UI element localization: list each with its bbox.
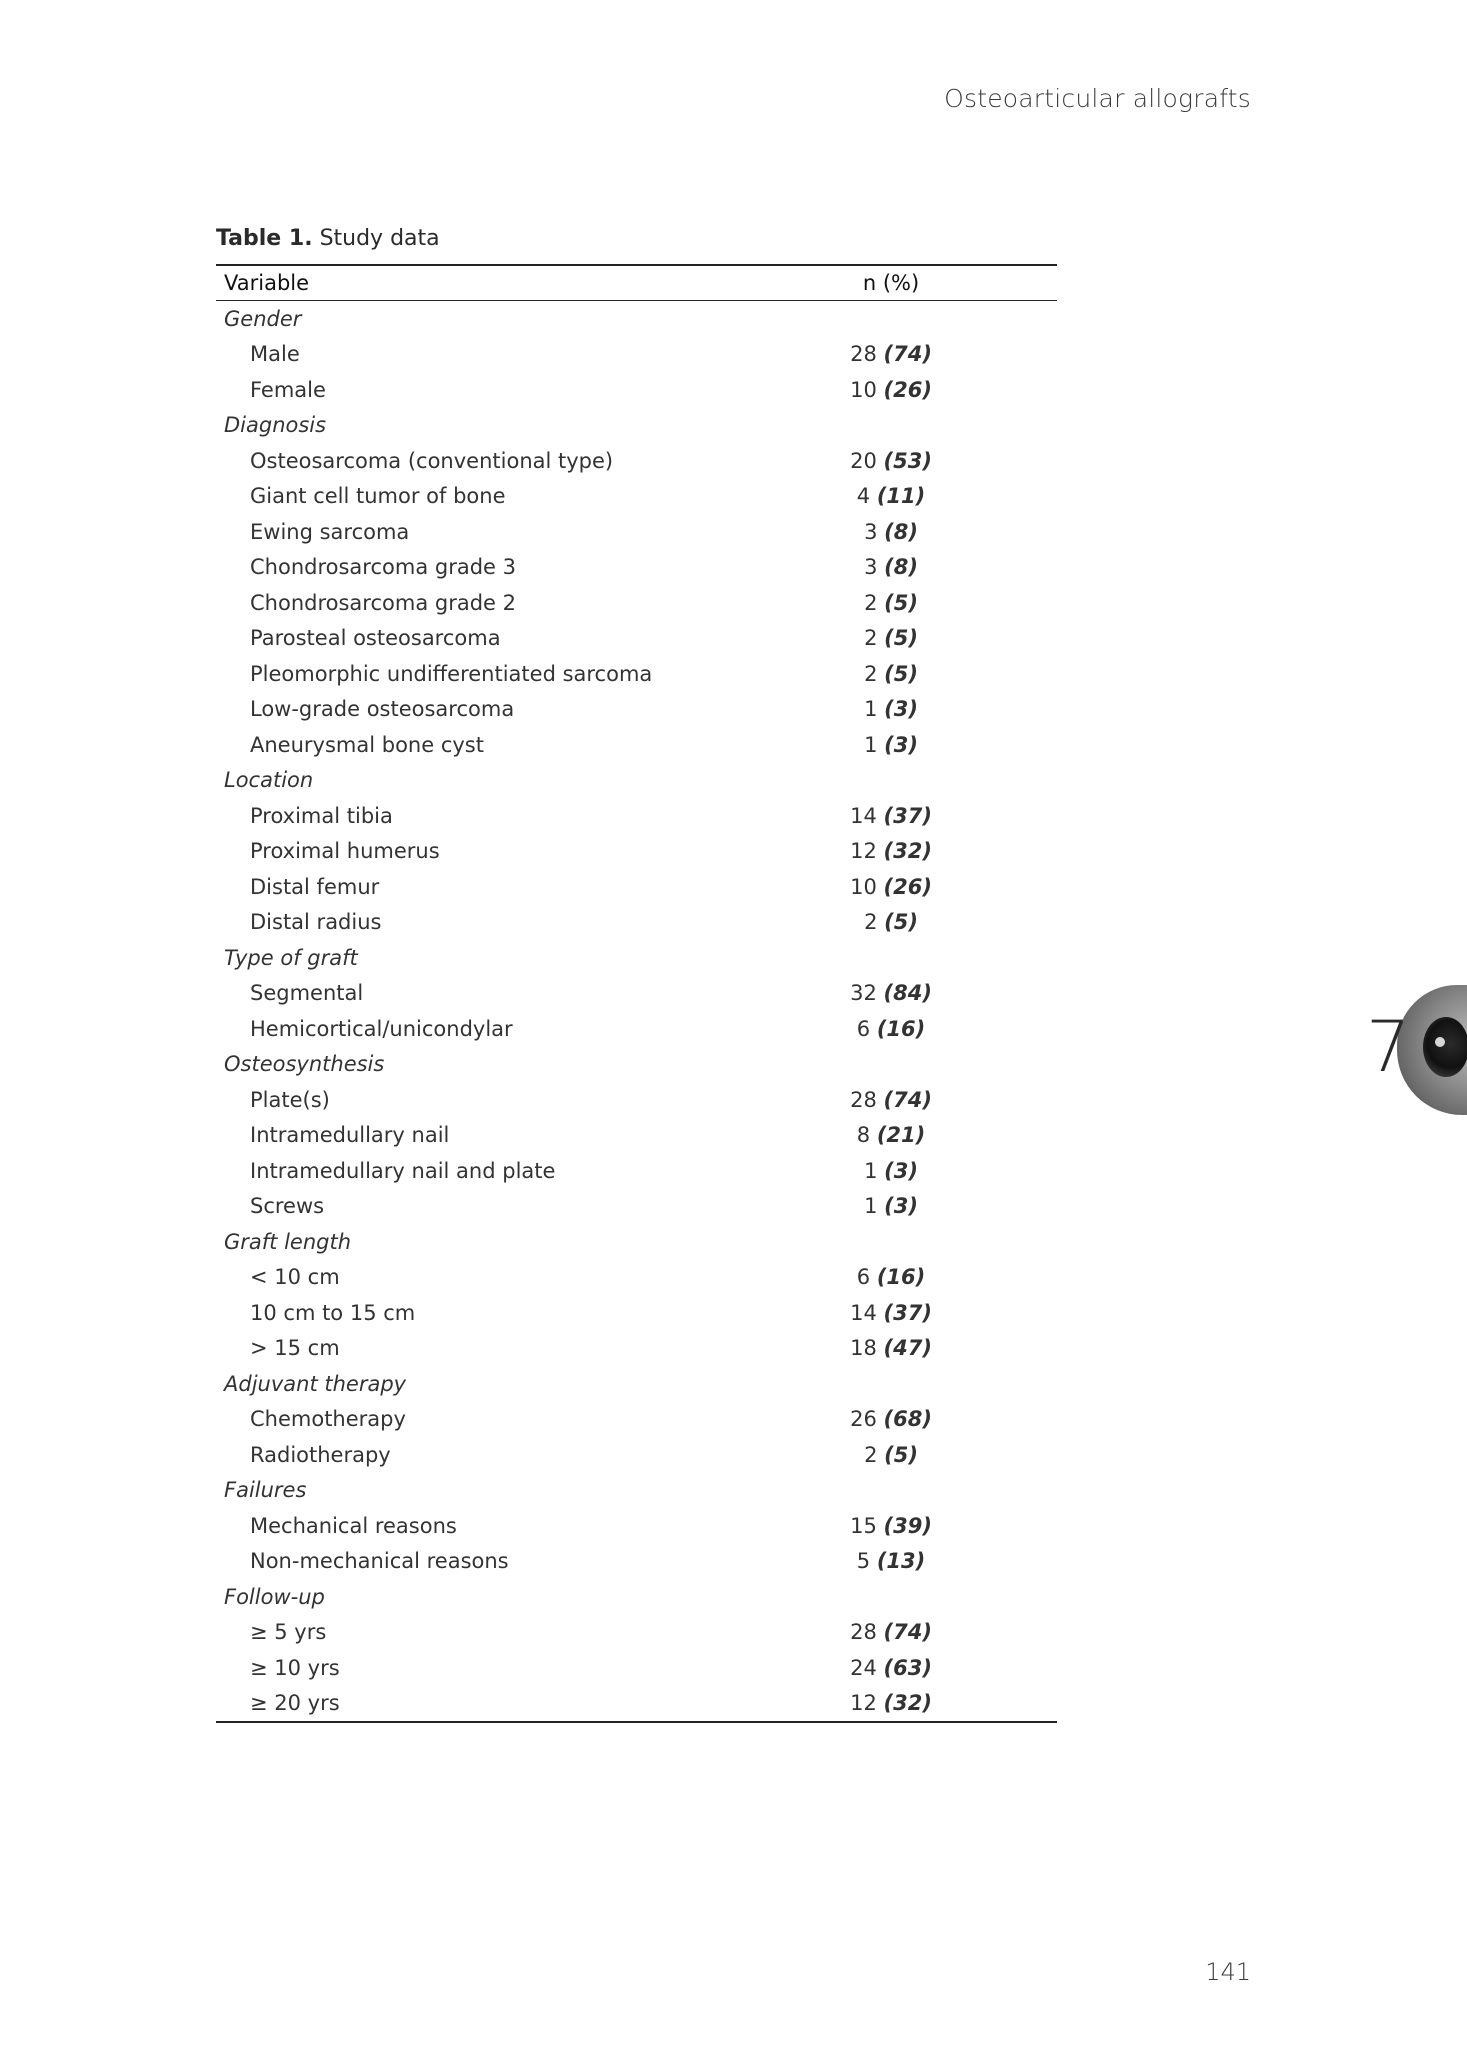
table-group-row (216, 1366, 1057, 1402)
value-cell (816, 1118, 1057, 1154)
percent-value: (84) (883, 981, 932, 1006)
table-row (216, 585, 1057, 621)
count-value: 8 (856, 1123, 871, 1148)
percent-value: (5) (884, 1442, 918, 1467)
table-row (216, 479, 1057, 515)
value-count-percent (816, 1549, 966, 1573)
percent-value: (63) (883, 1655, 932, 1680)
value-cell (816, 905, 1057, 941)
value-count-percent (816, 378, 966, 402)
value-cell (816, 1331, 1057, 1367)
group-label: Diagnosis (224, 413, 327, 438)
percent-value: (11) (876, 484, 926, 509)
variable-label: Osteosarcoma (conventional type) (250, 448, 614, 473)
table-row (216, 1153, 1057, 1189)
count-value: 3 (864, 519, 878, 544)
count-value: 15 (850, 1513, 877, 1538)
value-count-percent (816, 839, 966, 863)
value-count-percent (816, 1123, 966, 1147)
percent-value: (3) (884, 1158, 918, 1183)
count-value: 12 (850, 839, 877, 864)
study-data-table (216, 264, 1057, 1723)
variable-label: Male (250, 342, 300, 367)
variable-label: Chondrosarcoma grade 3 (250, 555, 516, 580)
value-cell (816, 1224, 1057, 1260)
value-cell (816, 1579, 1057, 1615)
group-label: Adjuvant therapy (224, 1371, 407, 1396)
variable-label: Distal femur (250, 874, 380, 899)
count-value: 1 (864, 1194, 878, 1219)
value-cell (816, 692, 1057, 728)
table-group-row (216, 763, 1057, 799)
value-count-percent (816, 1159, 966, 1183)
variable-label: Chondrosarcoma grade 2 (250, 590, 516, 615)
variable-label: Screws (250, 1194, 325, 1219)
percent-value: (16) (876, 1016, 926, 1041)
count-value: 2 (864, 590, 878, 615)
value-cell (816, 408, 1057, 444)
count-value: 2 (864, 1442, 878, 1467)
variable-label: Proximal tibia (250, 803, 393, 828)
value-count-percent (816, 697, 966, 721)
variable-label: Giant cell tumor of bone (250, 484, 506, 509)
count-value: 5 (856, 1549, 871, 1574)
value-cell (816, 940, 1057, 976)
value-cell (816, 1544, 1057, 1580)
percent-value: (32) (883, 839, 932, 864)
variable-label: Pleomorphic undifferentiated sarcoma (250, 661, 653, 686)
table-row (216, 372, 1057, 408)
value-cell (816, 1260, 1057, 1296)
count-value: 18 (850, 1336, 877, 1361)
table-row (216, 1437, 1057, 1473)
count-value: 2 (864, 910, 878, 935)
variable-label: Chemotherapy (250, 1407, 406, 1432)
variable-label: Female (250, 377, 326, 402)
value-cell (816, 1473, 1057, 1509)
value-count-percent (816, 520, 966, 544)
value-cell (816, 834, 1057, 870)
value-cell (816, 1047, 1057, 1083)
percent-value: (5) (884, 590, 918, 615)
value-count-percent (816, 1514, 966, 1538)
chapter-tab-hole (1423, 1017, 1467, 1077)
count-value: 24 (850, 1655, 877, 1680)
variable-label: ≥ 10 yrs (250, 1655, 340, 1680)
table-group-row (216, 1473, 1057, 1509)
percent-value: (37) (883, 1300, 932, 1325)
value-cell (816, 1437, 1057, 1473)
table-row (216, 656, 1057, 692)
value-count-percent (816, 1017, 966, 1041)
count-value: 1 (864, 1158, 878, 1183)
percent-value: (26) (883, 874, 932, 899)
table-group-row (216, 1224, 1057, 1260)
table-row (216, 976, 1057, 1012)
count-value: 3 (864, 555, 878, 580)
value-count-percent (816, 804, 966, 828)
table-row (216, 1260, 1057, 1296)
percent-value: (3) (884, 1194, 918, 1219)
table-row (216, 1686, 1057, 1723)
percent-value: (5) (884, 661, 918, 686)
running-header-title: Osteoarticular allografts (944, 84, 1251, 113)
variable-label: ≥ 5 yrs (250, 1620, 327, 1645)
value-cell (816, 656, 1057, 692)
value-cell (816, 337, 1057, 373)
count-value: 28 (850, 342, 877, 367)
value-cell (816, 1686, 1057, 1723)
value-count-percent (816, 910, 966, 934)
value-cell (816, 372, 1057, 408)
table-group-row (216, 1579, 1057, 1615)
percent-value: (47) (883, 1336, 932, 1361)
percent-value: (5) (884, 626, 918, 651)
percent-value: (53) (883, 448, 932, 473)
value-cell (816, 443, 1057, 479)
value-count-percent (816, 1407, 966, 1431)
table-row (216, 514, 1057, 550)
table-row (216, 1331, 1057, 1367)
value-cell (816, 1402, 1057, 1438)
group-label: Gender (224, 306, 302, 331)
table-row (216, 1615, 1057, 1651)
table-row (216, 550, 1057, 586)
group-label: Graft length (224, 1229, 352, 1254)
percent-value: (37) (883, 803, 932, 828)
variable-label: Low-grade osteosarcoma (250, 697, 515, 722)
table-row (216, 1118, 1057, 1154)
table-row (216, 443, 1057, 479)
chapter-number: 7 (1366, 1006, 1411, 1088)
table-row (216, 1650, 1057, 1686)
value-cell (816, 1189, 1057, 1225)
value-count-percent (816, 662, 966, 686)
page-number: 141 (1205, 1958, 1251, 1986)
value-cell (816, 550, 1057, 586)
value-count-percent (816, 1691, 966, 1715)
value-count-percent (816, 1336, 966, 1360)
percent-value: (8) (884, 519, 918, 544)
count-value: 28 (850, 1087, 877, 1112)
variable-label: ≥ 20 yrs (216, 1686, 816, 1723)
percent-value: (5) (884, 910, 918, 935)
value-cell (816, 514, 1057, 550)
group-label: Osteosynthesis (224, 1052, 385, 1077)
count-value: 2 (864, 661, 878, 686)
percent-value: (74) (883, 1087, 932, 1112)
value-cell (816, 621, 1057, 657)
variable-label: Intramedullary nail (250, 1123, 450, 1148)
count-value: 10 (850, 377, 877, 402)
value-count-percent (816, 555, 966, 579)
table-group-row (216, 1047, 1057, 1083)
value-count-percent (816, 733, 966, 757)
value-cell (816, 869, 1057, 905)
count-value: 14 (850, 803, 877, 828)
table-row (216, 1011, 1057, 1047)
value-cell (816, 1153, 1057, 1189)
table-row (216, 1295, 1057, 1331)
variable-label: Proximal humerus (250, 839, 440, 864)
count-value: 26 (850, 1407, 877, 1432)
count-value: 20 (850, 448, 877, 473)
variable-label: Mechanical reasons (250, 1513, 457, 1538)
count-value: 1 (864, 732, 878, 757)
table-row (216, 727, 1057, 763)
table-caption (216, 226, 440, 251)
count-value: 4 (856, 484, 871, 509)
table-row (216, 1544, 1057, 1580)
value-cell (816, 1011, 1057, 1047)
value-count-percent (816, 484, 966, 508)
count-value: 6 (856, 1265, 871, 1290)
value-count-percent (816, 626, 966, 650)
variable-label: Parosteal osteosarcoma (250, 626, 501, 651)
group-label: Follow-up (224, 1584, 325, 1609)
table-row (216, 834, 1057, 870)
table-caption-text: Study data (319, 226, 440, 251)
table-row (216, 1508, 1057, 1544)
percent-value: (3) (884, 697, 918, 722)
table-row (216, 337, 1057, 373)
percent-value: (21) (876, 1123, 926, 1148)
value-cell (816, 798, 1057, 834)
count-value: 10 (850, 874, 877, 899)
value-count-percent (816, 1265, 966, 1289)
value-cell (816, 1650, 1057, 1686)
table-row (216, 798, 1057, 834)
value-cell (816, 1295, 1057, 1331)
percent-value: (8) (884, 555, 918, 580)
table-row (216, 1402, 1057, 1438)
variable-label: 10 cm to 15 cm (250, 1300, 416, 1325)
count-value: 28 (850, 1620, 877, 1645)
variable-label: Segmental (250, 981, 364, 1006)
table-row (216, 1189, 1057, 1225)
variable-label: < 10 cm (250, 1265, 340, 1290)
value-cell (816, 1615, 1057, 1651)
variable-label: Distal radius (250, 910, 382, 935)
table-caption-label: Table 1. (216, 226, 313, 251)
value-cell (816, 585, 1057, 621)
value-count-percent (816, 1194, 966, 1218)
variable-label: Aneurysmal bone cyst (250, 732, 484, 757)
table-row (216, 621, 1057, 657)
count-value: 2 (864, 626, 878, 651)
column-header-n-percent: n (%) (816, 265, 1057, 301)
value-cell (816, 763, 1057, 799)
value-cell (816, 1366, 1057, 1402)
variable-label: > 15 cm (250, 1336, 340, 1361)
table-row (216, 905, 1057, 941)
chapter-tab-glint (1435, 1037, 1445, 1047)
table-group-row (216, 940, 1057, 976)
value-cell (816, 1508, 1057, 1544)
count-value: 6 (856, 1016, 871, 1041)
variable-label: Intramedullary nail and plate (250, 1158, 556, 1183)
group-label: Type of graft (224, 945, 358, 970)
table-body (216, 301, 1057, 1723)
value-count-percent (816, 1088, 966, 1112)
value-cell (816, 1082, 1057, 1118)
table-group-row (216, 301, 1057, 337)
value-cell (816, 976, 1057, 1012)
variable-label: Non-mechanical reasons (250, 1549, 509, 1574)
percent-value: (3) (884, 732, 918, 757)
count-value: 32 (850, 981, 877, 1006)
count-value: 1 (864, 697, 878, 722)
value-count-percent (816, 449, 966, 473)
study-data-table-container (216, 264, 1057, 1723)
variable-label: Plate(s) (250, 1087, 330, 1112)
table-group-row (216, 408, 1057, 444)
value-cell (816, 479, 1057, 515)
table-row (216, 869, 1057, 905)
count-value: 14 (850, 1300, 877, 1325)
value-count-percent (816, 1620, 966, 1644)
percent-value: (13) (876, 1549, 926, 1574)
value-count-percent (816, 1656, 966, 1680)
count-value: 12 (850, 1691, 877, 1716)
variable-label: Radiotherapy (250, 1442, 391, 1467)
table-row (216, 1082, 1057, 1118)
value-count-percent (816, 342, 966, 366)
variable-label: Ewing sarcoma (250, 519, 410, 544)
group-label: Failures (224, 1478, 307, 1503)
value-count-percent (816, 591, 966, 615)
percent-value: (16) (876, 1265, 926, 1290)
percent-value: (32) (883, 1691, 932, 1716)
value-count-percent (816, 1301, 966, 1325)
value-cell (816, 727, 1057, 763)
percent-value: (74) (883, 1620, 932, 1645)
table-header-row (216, 265, 1057, 301)
value-count-percent (816, 1443, 966, 1467)
percent-value: (68) (883, 1407, 932, 1432)
percent-value: (39) (883, 1513, 932, 1538)
percent-value: (74) (883, 342, 932, 367)
value-cell (816, 301, 1057, 337)
value-count-percent (816, 875, 966, 899)
percent-value: (26) (883, 377, 932, 402)
table-row (216, 692, 1057, 728)
value-count-percent (816, 981, 966, 1005)
group-label: Location (224, 768, 314, 793)
variable-label: Hemicortical/unicondylar (250, 1016, 513, 1041)
column-header-variable: Variable (216, 265, 816, 301)
